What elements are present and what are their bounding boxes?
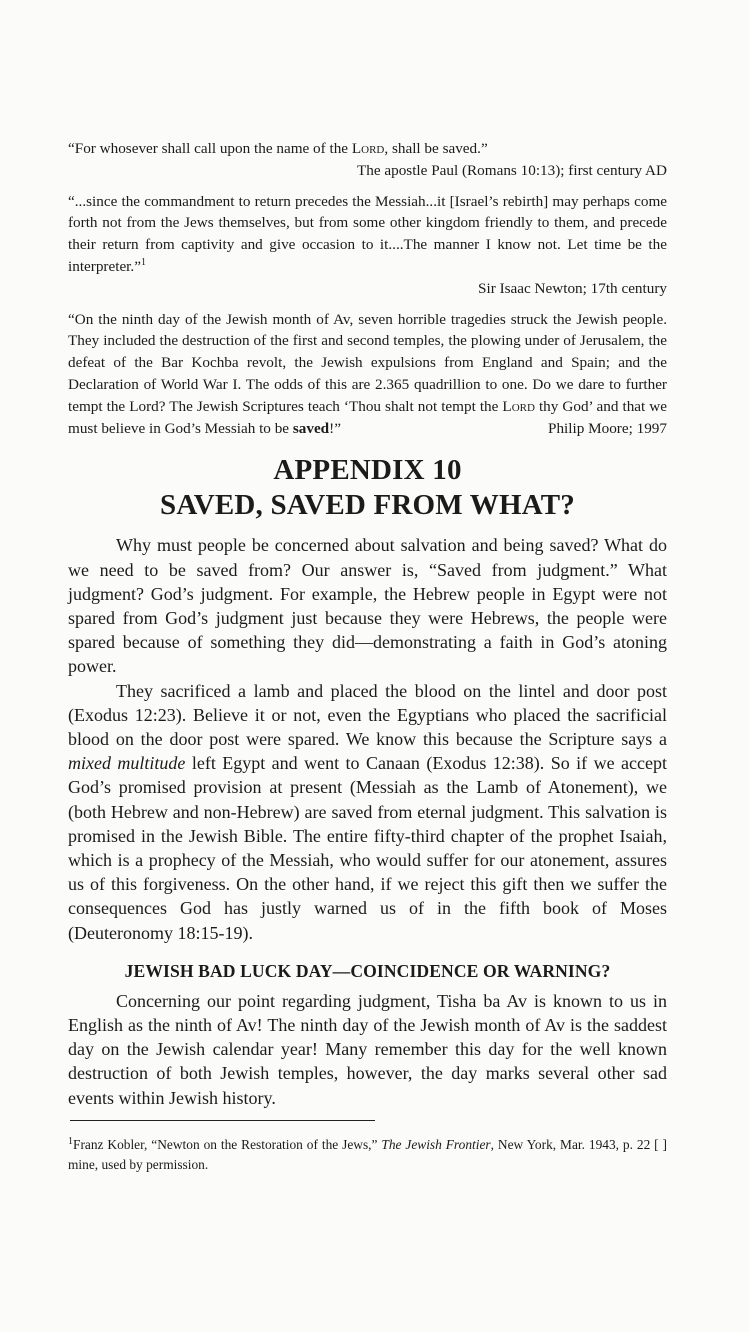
quote-moore: “On the ninth day of the Jewish month of Av, seven horrible tragedies struck the Jewish people. They included the destruction of the first and second temples, the plowing under of Jerusalem, the defeat of the Bar Kochba revolt, the Jewish expulsions from England and Spain; and the Declaration of World War I. The odds of this are 2.365 quadrillion to one. Do we dare to further tempt the Lord? The Jewish Scriptures teach ‘Thou shalt not tempt the Lord thy God’ and that we must believe in God’s Messiah to be saved!” Philip Moore; 1997: [68, 309, 667, 440]
footnote: $^1$Franz Kobler, “Newton on the Restoration of the Jews,” The Jewish Frontier, New York, Mar. 1943, p. 22 [ ] mine, used by permission.: [68, 1135, 668, 1172]
attribution-newton: Sir Isaac Newton; 17th century: [478, 279, 667, 297]
attribution-moore: Philip Moore; 1997: [548, 419, 667, 437]
paragraph-3: Concerning our point regarding judgment, Tisha ba Av is known to us in English as the ninth of Av! The ninth day of the Jewish month of Av is the saddest day on the Jewish calendar year! Many remember this day for the well known destruction of both Jewish temples, however, the day marks several other sad events within Jewish history.: [68, 990, 667, 1108]
epigraph-newton: [68, 191, 667, 300]
appendix-title: SAVED, SAVED FROM WHAT?: [160, 489, 575, 522]
section-subheading: JEWISH BAD LUCK DAY—COINCIDENCE OR WARNING?: [124, 960, 611, 981]
paragraph-1: Why must people be concerned about salvation and being saved? What do we need to be saved from? Our answer is, “Saved from judgment.” What judgment? God’s judgment. For example, the Hebrew people in Egypt were not spared from God’s judgment just because they were Hebrews, the people were spared because of something they did—demonstrating a faith in God’s atoning power.: [68, 535, 667, 677]
attribution-paul: The apostle Paul (Romans 10:13); first century AD: [356, 161, 667, 179]
footnote-number: 1: [68, 1135, 73, 1147]
appendix-heading: [68, 453, 667, 523]
quote-paul: “For whosever shall call upon the name of the Lord, shall be saved.”: [68, 140, 488, 157]
appendix-number: APPENDIX 10: [273, 454, 462, 487]
quote-newton: “...since the commandment to return precedes the Messiah...it [Israel’s rebirth] may perhaps come forth not from the Jews themselves, but from some other kingdom friendly to them, and precede their return from captivity and give occasion to it....The manner I know not. Let time be the interpreter.”$^1$: [68, 192, 667, 275]
epigraph-moore: [68, 309, 667, 440]
epigraph-paul: [68, 138, 667, 182]
footnote-ref: 1: [140, 256, 146, 268]
paragraph-2: They sacrificed a lamb and placed the blood on the lintel and door post (Exodus 12:23). Believe it or not, even the Egyptians who placed the sacrificial blood on the door post were spared. We know this because the Scripture says a mixed multitude left Egypt and went to Canaan (Exodus 12:38). So if we accept God’s promised provision at present (Messiah as the Lamb of Atonement), we (both Hebrew and non-Hebrew) are saved from eternal judgment. This salvation is promised in the Jewish Bible. The entire fifty-third chapter of the prophet Isaiah, which is a prophecy of the Messiah, who would suffer for our atonement, assures us of this forgiveness. On the other hand, if we reject this gift then we suffer the consequences God has justly warned us of in the fifth book of Moses (Deuteronomy 18:15-19).: [68, 680, 667, 943]
footnote-divider: [70, 1120, 375, 1121]
